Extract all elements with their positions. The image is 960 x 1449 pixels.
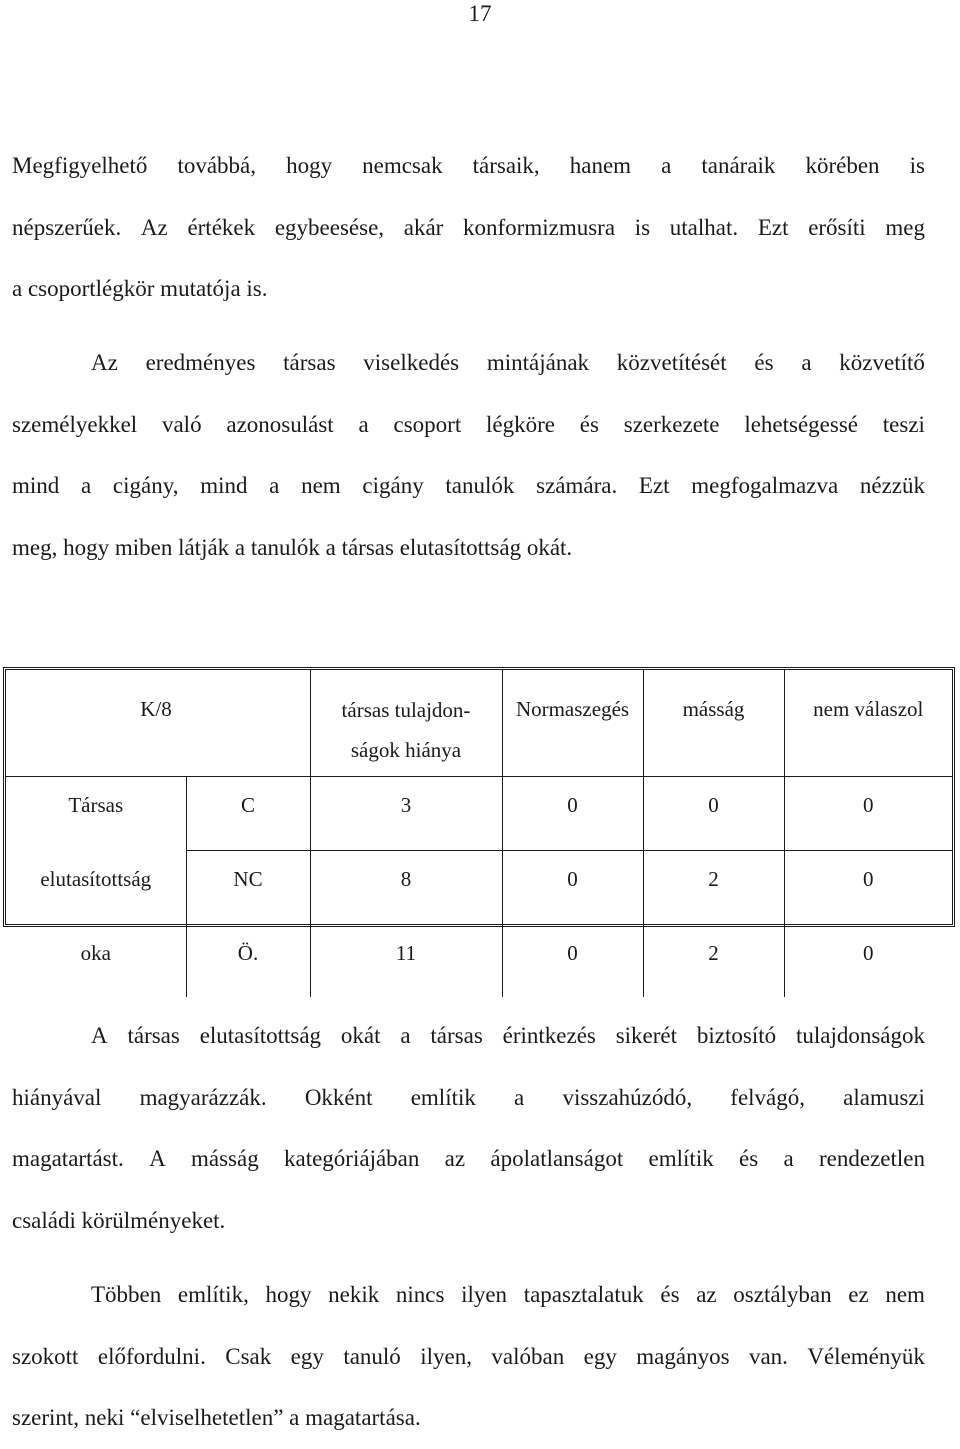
word: egy [290,1343,324,1369]
word: és [739,1146,759,1171]
paragraph-2-line-4: meg, hogy miben látják a tanulók a társas elutasítottság okát. [12,534,573,560]
word: Csak [225,1343,272,1369]
paragraph-4-line-2 [12,1326,925,1388]
word: a [358,411,369,437]
word: konformizmusra [463,214,616,240]
word: tanuló [343,1343,401,1369]
table-row-label: elutasítottság [40,866,152,891]
word: sikerét [615,1023,678,1048]
word: nincs [395,1282,445,1307]
word: alamuszi [843,1084,925,1110]
word: azonosulást [226,411,334,437]
table-header-cell [502,670,643,777]
word: továbbá, [177,153,257,178]
word: értékek [187,214,256,240]
word: társaik, [472,153,540,178]
word: hogy [286,153,333,178]
word: kategóriájában [284,1146,420,1171]
word: magányos [636,1343,730,1369]
table-cell: 11 [310,925,502,998]
paragraph-4-line-1 [12,1264,925,1326]
word: cigány, [112,473,179,498]
table-header-label: Normaszegés [515,697,630,721]
word: Többen [91,1282,162,1307]
word: meg [885,214,925,240]
table-cell: 3 [310,777,502,851]
table-row-label: Társas [68,793,124,817]
word: az [444,1146,466,1171]
word: személyekkel [12,411,138,437]
table-row-label-cell [6,851,186,925]
word: számára. [536,473,618,498]
paragraph-3-line-2 [12,1067,925,1129]
table-cell: 2 [643,851,784,925]
word: mintájának [486,350,590,375]
table-row [6,777,952,851]
word: közvetítését [616,350,727,375]
table-cell: 0 [784,925,952,998]
table-header-label: társas tulajdon- [341,698,471,722]
word: tulajdonságok [795,1023,925,1048]
word: osztályban [733,1282,832,1307]
word: a [80,473,92,498]
word: hiányával [12,1084,102,1110]
word: tapasztalatuk [523,1282,644,1307]
word: a [269,473,280,498]
word: légköre [486,411,555,437]
paragraph-3-line-3 [12,1128,925,1190]
table-header-cell [784,670,952,777]
word: ápolatlanságot [490,1146,624,1171]
word: a [400,1023,411,1048]
word: említik, [177,1282,249,1307]
word: csoport [393,411,462,437]
table-cell: 0 [502,851,643,925]
table-row-label-cell [6,925,186,998]
word: rendezetlen [819,1146,925,1171]
table-cell: 0 [643,777,784,851]
word: érintkezés [502,1023,596,1048]
table-header-label: másság [682,697,745,721]
table-group-cell: Ö. [186,925,310,998]
word: mind [12,473,60,498]
word: hanem [569,153,632,178]
word: tanáraik [701,153,776,178]
paragraph-3-line-4: családi körülményeket. [12,1207,226,1233]
table-row-label-cell [6,777,186,851]
word: valóban [491,1343,565,1369]
word: másság [190,1146,259,1171]
word: cigány [362,473,424,498]
word: Ezt [757,214,789,240]
word: ilyen [461,1282,508,1307]
paragraph-1-line-2 [12,197,925,259]
paragraph-4-line-3: szerint, neki “elviselhetetlen” a magatartása. [12,1405,421,1430]
word: visszahúzódó, [562,1084,693,1110]
table-header-label: nem válaszol [813,697,924,721]
data-table [6,670,952,997]
word: előfordulni. [97,1343,206,1369]
word: és [579,411,599,437]
word: felvágó, [730,1084,805,1110]
word: ez [848,1282,869,1307]
word: említik [410,1084,476,1110]
paragraph-2-line-2 [12,394,925,456]
word: A [91,1023,108,1048]
paragraph-2 [12,332,925,578]
word: a [801,350,812,375]
word: a [514,1084,525,1110]
table-row-label: oka [80,940,111,965]
word: lehetségessé [744,411,858,437]
word: körében [805,153,880,178]
table-header-cell [643,670,784,777]
word: és [660,1282,680,1307]
table-group-cell: NC [186,851,310,925]
word: társas [127,1023,180,1048]
word: erősíti [808,214,866,240]
word: nem [885,1282,925,1307]
table-corner-cell [6,670,310,777]
word: társas [430,1023,483,1048]
word: az [696,1282,717,1307]
word: ilyen, [420,1343,472,1369]
table-cell: 2 [643,925,784,998]
table-header-row [6,670,952,777]
word: tanulók [445,473,515,498]
word: is [909,153,925,178]
table-cell: 0 [502,925,643,998]
word: akár [403,214,444,240]
word: Az [91,350,118,375]
word: Ezt [638,473,670,498]
word: biztosító [696,1023,777,1048]
word: teszi [882,411,925,437]
paragraph-4 [12,1264,925,1449]
word: Okként [304,1084,373,1110]
paragraph-1-line-1 [12,135,925,197]
word: nézzük [859,473,925,498]
table-cell: 0 [784,851,952,925]
word: viselkedés [363,350,460,375]
word: a [661,153,672,178]
table-corner-label: K/8 [140,697,172,721]
paragraph-2-line-3 [12,455,925,517]
word: és [754,350,774,375]
paragraph-1 [12,135,925,320]
word: magyarázzák. [139,1084,267,1110]
table-cell: 0 [784,777,952,851]
word: való [161,411,202,437]
table-group-cell: C [186,777,310,851]
word: szerkezete [623,411,720,437]
table-row [6,851,952,925]
word: Véleményük [807,1343,925,1369]
word: említik [648,1146,714,1171]
paragraph-1-line-3: a csoportlégkör mutatója is. [12,276,268,301]
paragraph-3-line-1 [12,1005,925,1067]
word: nemcsak [362,153,443,178]
word: magatartást. [12,1146,124,1171]
word: utalhat. [669,214,739,240]
paragraph-2-line-1 [12,332,925,394]
word: Az [140,214,168,240]
word: egybeesése, [274,214,385,240]
page-number: 17 [468,1,492,26]
word: is [634,214,651,240]
word: okát [340,1023,381,1048]
data-table-frame [3,667,955,965]
word: van. [748,1343,788,1369]
word: megfogalmazva [691,473,839,498]
table-row [6,925,952,998]
table-header-label: ságok hiánya [350,738,462,762]
word: hogy [265,1282,312,1307]
table-header-cell [310,670,502,777]
word: a [783,1146,794,1171]
word: Megfigyelhető [12,153,148,178]
word: mind [200,473,248,498]
word: eredményes [145,350,256,375]
word: A [149,1146,166,1171]
table-cell: 0 [502,777,643,851]
word: népszerűek. [12,214,122,240]
table-cell: 8 [310,851,502,925]
word: elutasítottság [199,1023,322,1048]
word: nekik [328,1282,380,1307]
word: társas [283,350,336,375]
word: közvetítő [839,350,925,375]
paragraph-3 [12,1005,925,1251]
word: egy [583,1343,617,1369]
word: nem [301,473,341,498]
word: szokott [12,1343,79,1369]
